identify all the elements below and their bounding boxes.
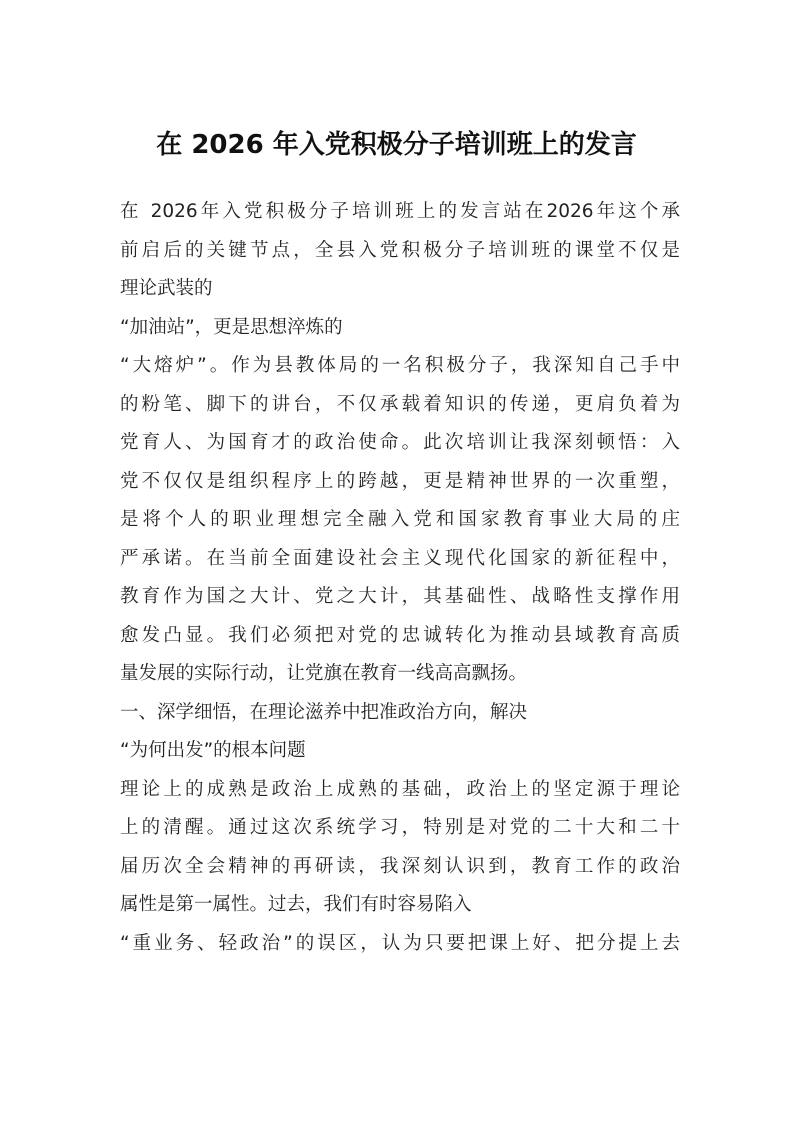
paragraph-line: 在 2026年入党积极分子培训班上的发言站在2026年这个承	[120, 201, 680, 222]
paragraph-line: 属性是第一属性。过去，我们有时容易陷入	[120, 894, 472, 915]
paragraph-line: 愈发凸显。我们必须把对党的忠诚转化为推动县域教育高质	[120, 624, 680, 646]
paragraph-line: 党不仅仅是组织程序上的跨越，更是精神世界的一次重塑，	[120, 470, 680, 492]
paragraph-line: 的粉笔、脚下的讲台，不仅承载着知识的传递，更肩负着为	[120, 393, 680, 415]
paragraph-line: 届历次全会精神的再研读，我深刻认识到，教育工作的政治	[120, 855, 680, 877]
paragraph-line: 教育作为国之大计、党之大计，其基础性、战略性支撑作用	[120, 586, 680, 607]
paragraph-line: 理论武装的	[120, 278, 213, 299]
paragraph-line: 理论上的成熟是政治上成熟的基础，政治上的坚定源于理论	[120, 778, 680, 800]
paragraph-line: 是将个人的职业理想完全融入党和国家教育事业大局的庄	[120, 509, 680, 530]
paragraph-line: 上的清醒。通过这次系统学习，特别是对党的二十大和二十	[120, 817, 680, 838]
document-body	[120, 193, 680, 963]
section-heading-line: 一、深学细悟，在理论滋养中把准政治方向，解决	[120, 701, 528, 723]
section-heading-line: “为何出发”的根本问题	[120, 740, 306, 761]
paragraph-line: “大熔炉”。作为县教体局的一名积极分子，我深知自己手中	[120, 355, 680, 376]
paragraph-line: 量发展的实际行动，让党旗在教育一线高高飘扬。	[120, 663, 528, 684]
paragraph-line: 严承诺。在当前全面建设社会主义现代化国家的新征程中，	[120, 547, 680, 569]
paragraph-line: “加油站”，更是思想淬炼的	[120, 316, 343, 338]
paragraph-line: 党育人、为国育才的政治使命。此次培训让我深刻顿悟：入	[120, 432, 680, 453]
paragraph-line: “重业务、轻政治”的误区，认为只要把课上好、把分提上去	[120, 932, 680, 954]
paragraph-line: 前启后的关键节点，全县入党积极分子培训班的课堂不仅是	[120, 239, 680, 261]
document-title: 在 2026 年入党积极分子培训班上的发言	[156, 130, 637, 160]
